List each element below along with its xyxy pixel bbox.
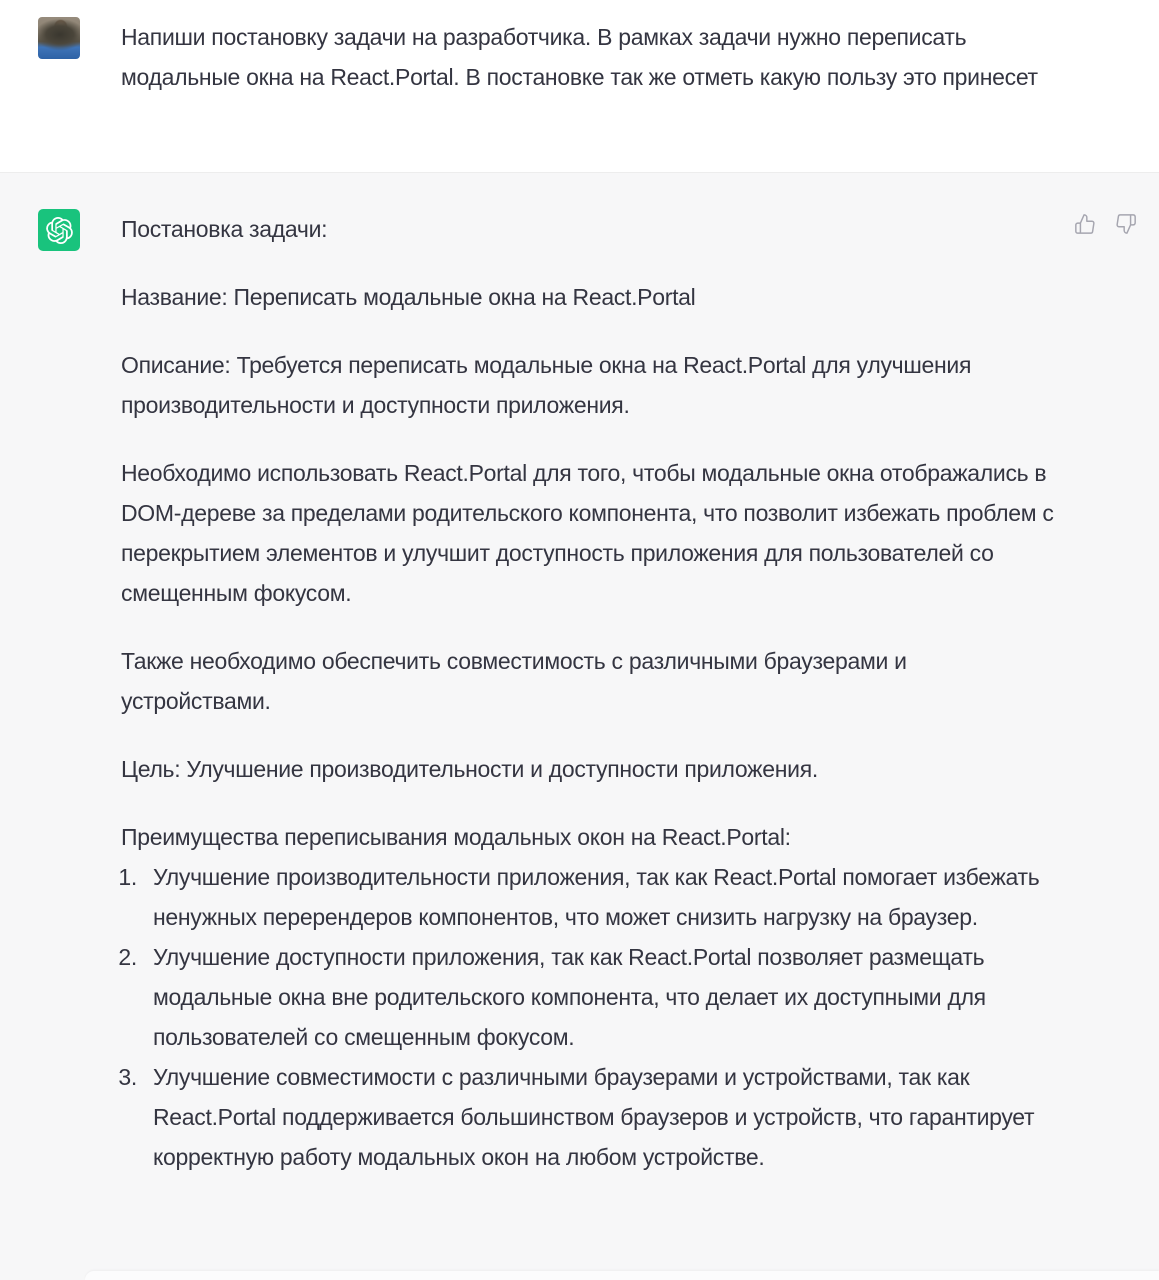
bottom-panel-edge xyxy=(85,1271,1159,1280)
thumbs-down-button[interactable] xyxy=(1115,213,1137,235)
feedback-actions xyxy=(1074,213,1137,235)
assistant-list-item: 3. Улучшение совместимости с различными браузерами и устройствами, так как React.Portal поддерживается большинством браузеров и устройств, что гарантирует корректную работу модальных окон на любом устройстве. xyxy=(143,1057,1056,1177)
user-avatar xyxy=(38,17,80,59)
assistant-list-item: 1. Улучшение производительности приложения, так как React.Portal помогает избежать ненужных перерендеров компонентов, что может снизить нагрузку на браузер. xyxy=(143,857,1056,937)
assistant-paragraph: Описание: Требуется переписать модальные окна на React.Portal для улучшения производительности и доступности приложения. xyxy=(121,352,972,418)
assistant-numbered-list xyxy=(121,857,1056,1177)
assistant-paragraph: Преимущества переписывания модальных окон на React.Portal: xyxy=(121,824,791,850)
assistant-list-item: 2. Улучшение доступности приложения, так как React.Portal позволяет размещать модальные окна вне родительского компонента, что делает их доступными для пользователей со смещенным фокусом. xyxy=(143,937,1056,1057)
user-avatar-container xyxy=(38,17,80,59)
assistant-message-row xyxy=(0,173,1159,1280)
assistant-message-content xyxy=(121,209,1056,1177)
user-message-text: Напиши постановку задачи на разработчика. В рамках задачи нужно переписать модальные окна на React.Portal. В постановке так же отметь какую пользу это принесет xyxy=(121,24,1038,90)
assistant-paragraph: Цель: Улучшение производительности и доступности приложения. xyxy=(121,756,818,782)
thumbs-down-icon xyxy=(1115,213,1137,235)
assistant-paragraphs xyxy=(121,209,1056,857)
openai-logo-icon xyxy=(46,217,73,244)
thumbs-up-icon xyxy=(1074,213,1096,235)
user-message-row xyxy=(0,0,1159,173)
user-message-content xyxy=(121,17,1056,97)
assistant-avatar xyxy=(38,209,80,251)
assistant-paragraph: Также необходимо обеспечить совместимость с различными браузерами и устройствами. xyxy=(121,648,907,714)
assistant-paragraph: Название: Переписать модальные окна на React.Portal xyxy=(121,284,696,310)
assistant-paragraph: Постановка задачи: xyxy=(121,216,328,242)
assistant-avatar-container xyxy=(38,209,80,251)
thumbs-up-button[interactable] xyxy=(1074,213,1096,235)
assistant-paragraph: Необходимо использовать React.Portal для того, чтобы модальные окна отображались в DOM-дереве за пределами родительского компонента, что позволит избежать проблем с перекрытием элементов и улучшит доступность приложения для пользователей со смещенным фокусом. xyxy=(121,460,1054,606)
